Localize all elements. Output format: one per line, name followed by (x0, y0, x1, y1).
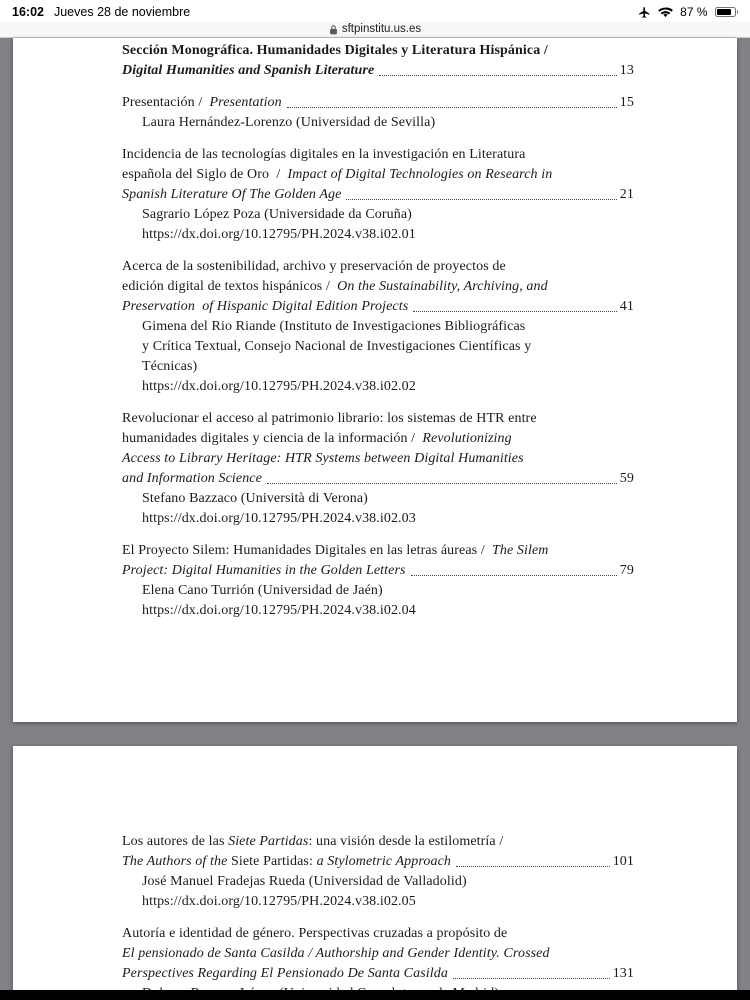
toc-page-number: 21 (619, 187, 634, 202)
toc-title-segment: El pensionado de Santa Casilda / Authorship and Gender Identity. Crossed (122, 946, 550, 961)
dot-leader (379, 75, 617, 76)
doi-link[interactable]: https://dx.doi.org/10.12795/PH.2024.v38.i02.01 (142, 227, 416, 242)
pdf-viewport[interactable] (0, 38, 750, 1000)
toc-title-segment: El Proyecto Silem: Humanidades Digitales en las letras áureas / (122, 543, 493, 558)
toc-title-line (122, 409, 634, 429)
toc-title-segment: Siete Partidas (228, 834, 309, 849)
bottom-black-bar (0, 990, 750, 1000)
toc-title-segment: Preservation of Hispanic Digital Edition Projects (122, 299, 409, 314)
toc-title-line (122, 429, 634, 449)
author-line: José Manuel Fradejas Rueda (Universidad de Valladolid) (142, 874, 467, 889)
doi-link[interactable]: https://dx.doi.org/10.12795/PH.2024.v38.i02.03 (142, 511, 416, 526)
dot-leader (411, 575, 617, 576)
toc-title-line (122, 832, 634, 852)
toc-title-line (122, 852, 634, 872)
toc-title-segment: Sección Monográfica. Humanidades Digitales y Literatura Hispánica / (122, 43, 548, 58)
dot-leader (267, 483, 617, 484)
toc-title-segment: Revolucionar el acceso al patrimonio librario: los sistemas de HTR entre (122, 411, 537, 426)
pdf-page-2 (13, 746, 737, 1000)
battery-percent: 87 % (680, 5, 708, 19)
toc-entry (122, 257, 634, 397)
toc-title-segment: Perspectives Regarding El Pensionado De Santa Casilda (122, 966, 448, 981)
toc-title-segment: Project: Digital Humanities in the Golden Letters (122, 563, 406, 578)
toc-title-line (122, 924, 634, 944)
toc-title-segment: Access to Library Heritage: HTR Systems between Digital Humanities (122, 451, 524, 466)
toc-title-line (122, 257, 634, 277)
toc-page-number: 13 (619, 63, 634, 78)
toc-title-segment: Presentation (209, 95, 282, 110)
author-line: Sagrario López Poza (Universidade da Coruña) (142, 207, 412, 222)
toc-title-segment: Revolutionizing (422, 431, 512, 446)
toc-entry (122, 41, 634, 81)
dot-leader (287, 107, 617, 108)
toc-title-segment: Spanish Literature Of The Golden Age (122, 187, 342, 202)
toc-title-line (122, 165, 634, 185)
lock-icon (329, 24, 338, 35)
doi-link[interactable]: https://dx.doi.org/10.12795/PH.2024.v38.i02.05 (142, 894, 416, 909)
toc-entry (122, 832, 634, 912)
toc-title-line (122, 541, 634, 561)
toc-title-segment: humanidades digitales y ciencia de la información / (122, 431, 423, 446)
dot-leader (413, 311, 617, 312)
toc-title-segment: On the Sustainability, Archiving, and (337, 279, 548, 294)
toc-title-line (122, 944, 634, 964)
toc-title-line (122, 61, 634, 81)
status-bar (0, 0, 750, 21)
dot-leader (453, 978, 610, 979)
toc-title-line (122, 93, 634, 113)
airplane-mode-icon (638, 6, 651, 19)
toc-title-segment: Impact of Digital Technologies on Research in (287, 167, 553, 182)
toc-page-number: 41 (619, 299, 634, 314)
author-line: Stefano Bazzaco (Università di Verona) (142, 491, 368, 506)
battery-fill (717, 9, 732, 16)
status-left (12, 5, 190, 19)
doi-link[interactable]: https://dx.doi.org/10.12795/PH.2024.v38.i02.02 (142, 379, 416, 394)
toc-page-number: 15 (619, 95, 634, 110)
dot-leader (456, 866, 610, 867)
author-line: Laura Hernández-Lorenzo (Universidad de Sevilla) (142, 115, 436, 130)
toc-title-segment: Presentación / (122, 95, 210, 110)
status-date: Jueves 28 de noviembre (53, 5, 191, 19)
toc-title-segment: Incidencia de las tecnologías digitales en la investigación en Literatura (122, 147, 526, 162)
url-text: sftpinstitu.us.es (341, 23, 422, 35)
battery-icon (715, 7, 739, 18)
toc-page-number: 59 (619, 471, 634, 486)
author-line: Técnicas) (142, 359, 198, 374)
toc-title-segment: Autoría e identidad de género. Perspectivas cruzadas a propósito de (122, 926, 508, 941)
toc-title-line (122, 41, 634, 61)
toc-title-segment: Siete Partidas: (230, 854, 317, 869)
toc-entry (122, 93, 634, 133)
toc-title-line (122, 145, 634, 165)
doi-link[interactable]: https://dx.doi.org/10.12795/PH.2024.v38.i02.04 (142, 603, 416, 618)
toc-entry (122, 409, 634, 529)
browser-address-bar[interactable] (0, 21, 750, 38)
toc-title-segment: Digital Humanities and Spanish Literature (122, 63, 375, 78)
toc-title-line (122, 185, 634, 205)
toc-title-segment: : una visión desde la estilometría / (308, 834, 504, 849)
status-right (638, 5, 738, 19)
page-gap (13, 722, 737, 746)
toc-title-segment: and Information Science (122, 471, 262, 486)
battery-body (715, 7, 736, 18)
toc-title-line (122, 277, 634, 297)
toc-title-line (122, 449, 634, 469)
toc-title-line (122, 561, 634, 581)
dot-leader (346, 199, 616, 200)
status-time: 16:02 (12, 5, 44, 19)
toc-page-number: 131 (612, 966, 634, 981)
toc-entry (122, 541, 634, 621)
wifi-icon (658, 7, 673, 18)
toc-title-segment: Los autores de las (122, 834, 229, 849)
toc-page-number: 101 (612, 854, 634, 869)
toc-title-segment: edición digital de textos hispánicos / (122, 279, 338, 294)
toc-title-segment: a Stylometric Approach (316, 854, 451, 869)
toc-title-segment: Acerca de la sostenibilidad, archivo y preservación de proyectos de (122, 259, 506, 274)
toc-title-line (122, 964, 634, 984)
toc-entry (122, 924, 634, 1000)
battery-cap (737, 10, 739, 14)
author-line: Elena Cano Turrión (Universidad de Jaén) (142, 583, 383, 598)
toc-title-segment: The Authors of the (122, 854, 231, 869)
author-line: Gimena del Rio Riande (Instituto de Investigaciones Bibliográficas (142, 319, 526, 334)
toc-entry (122, 145, 634, 245)
toc-title-segment: The Silem (492, 543, 549, 558)
author-line: y Crítica Textual, Consejo Nacional de Investigaciones Científicas y (142, 339, 532, 354)
pdf-page-1 (13, 38, 737, 722)
toc-title-line (122, 297, 634, 317)
toc-page-number: 79 (619, 563, 634, 578)
toc-title-segment: española del Siglo de Oro / (122, 167, 288, 182)
toc-title-line (122, 469, 634, 489)
